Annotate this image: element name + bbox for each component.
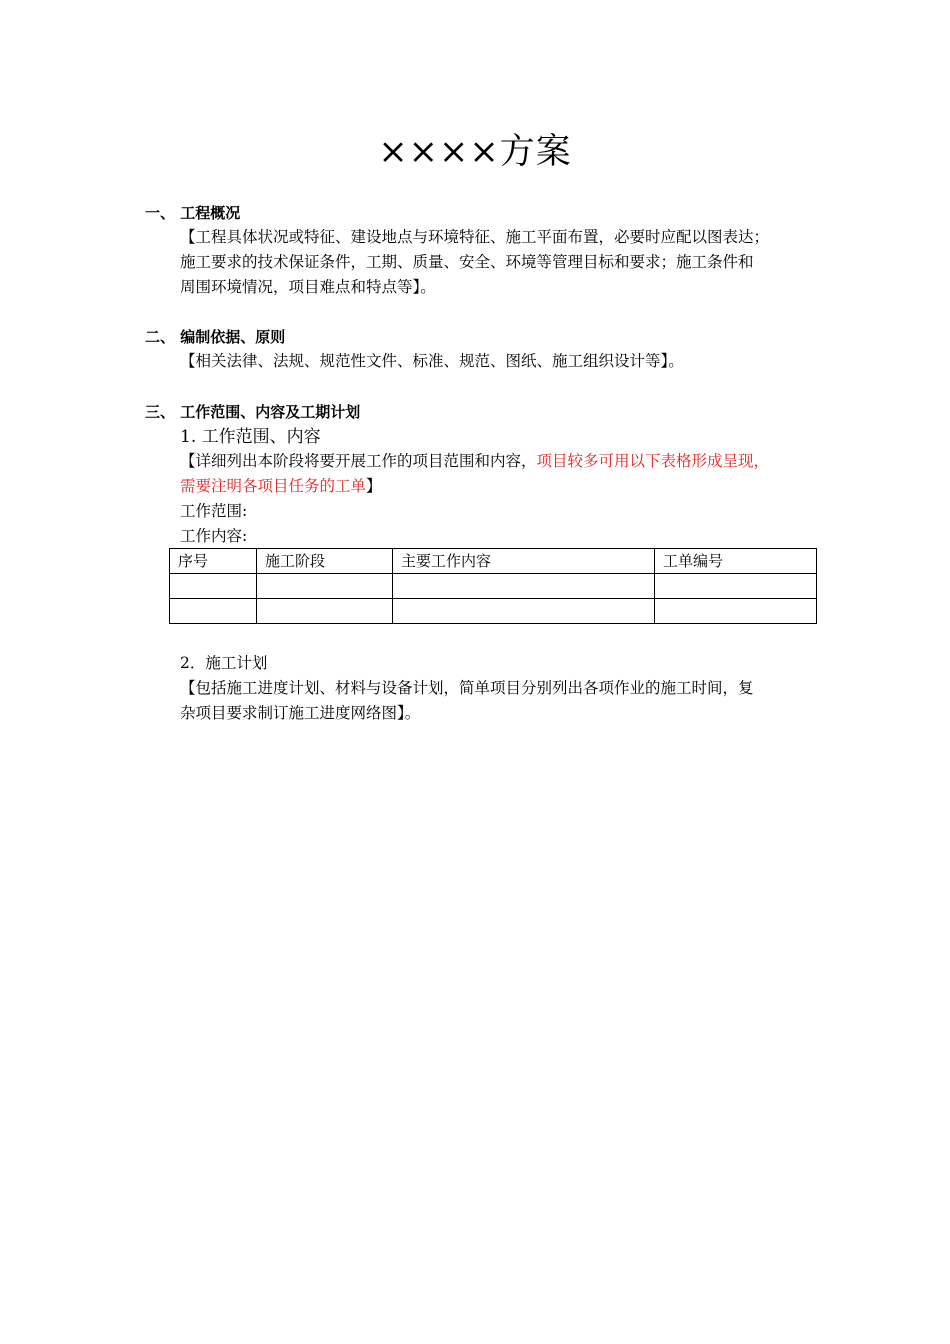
subsection-1-body xyxy=(180,449,769,549)
table-row xyxy=(170,574,817,599)
subsection-2-line: 杂项目要求制订施工进度网络图】。 xyxy=(180,704,421,722)
subsection-2-heading: 2．施工计划 xyxy=(180,654,268,672)
table-header-row xyxy=(170,549,817,574)
work-scope-label: 工作范围: xyxy=(180,502,248,520)
work-content-table xyxy=(169,548,817,624)
table-cell xyxy=(655,599,817,624)
section-1-line: 周围环境情况，项目难点和特点等】。 xyxy=(180,278,436,296)
section-3-heading: 三、 工作范围、内容及工期计划 xyxy=(145,403,361,421)
subsection-2-line: 【包括施工进度计划、材料与设备计划，简单项目分别列出各项作业的施工时间，复 xyxy=(180,679,754,697)
subsection-2-body xyxy=(180,676,754,726)
section-1-heading: 一、 工程概况 xyxy=(145,204,241,222)
table-cell xyxy=(393,574,655,599)
work-content-label: 工作内容: xyxy=(180,527,248,545)
subsection-1-line xyxy=(180,449,769,474)
subsection-1-text: 【详细列出本阶段将要开展工作的项目范围和内容， xyxy=(180,452,537,470)
subsection-1-line xyxy=(180,474,769,499)
document-title: ××××方案 xyxy=(378,132,572,172)
table-row xyxy=(170,599,817,624)
table-header-cell: 施工阶段 xyxy=(257,549,393,574)
subsection-1-highlight: 项目较多可用以下表格形成呈现， xyxy=(536,452,770,470)
subsection-1-text: 】 xyxy=(366,477,382,495)
subsection-1-heading: 1. 工作范围、内容 xyxy=(180,427,321,447)
table-cell xyxy=(170,574,257,599)
table-header-cell: 主要工作内容 xyxy=(393,549,655,574)
section-2-heading: 二、 编制依据、原则 xyxy=(145,328,286,346)
section-1-body xyxy=(180,225,769,300)
table-header-cell: 序号 xyxy=(170,549,257,574)
table-cell xyxy=(655,574,817,599)
section-2-line: 【相关法律、法规、规范性文件、标准、规范、图纸、施工组织设计等】。 xyxy=(180,352,684,370)
table-cell xyxy=(257,599,393,624)
section-2-body xyxy=(180,349,684,374)
table-cell xyxy=(257,574,393,599)
table-header-cell: 工单编号 xyxy=(655,549,817,574)
section-1-line: 施工要求的技术保证条件，工期、质量、安全、环境等管理目标和要求；施工条件和 xyxy=(180,253,754,271)
table-cell xyxy=(170,599,257,624)
table-cell xyxy=(393,599,655,624)
section-1-line: 【工程具体状况或特征、建设地点与环境特征、施工平面布置，必要时应配以图表达； xyxy=(180,228,770,246)
subsection-1-highlight: 需要注明各项目任务的工单 xyxy=(180,477,367,495)
